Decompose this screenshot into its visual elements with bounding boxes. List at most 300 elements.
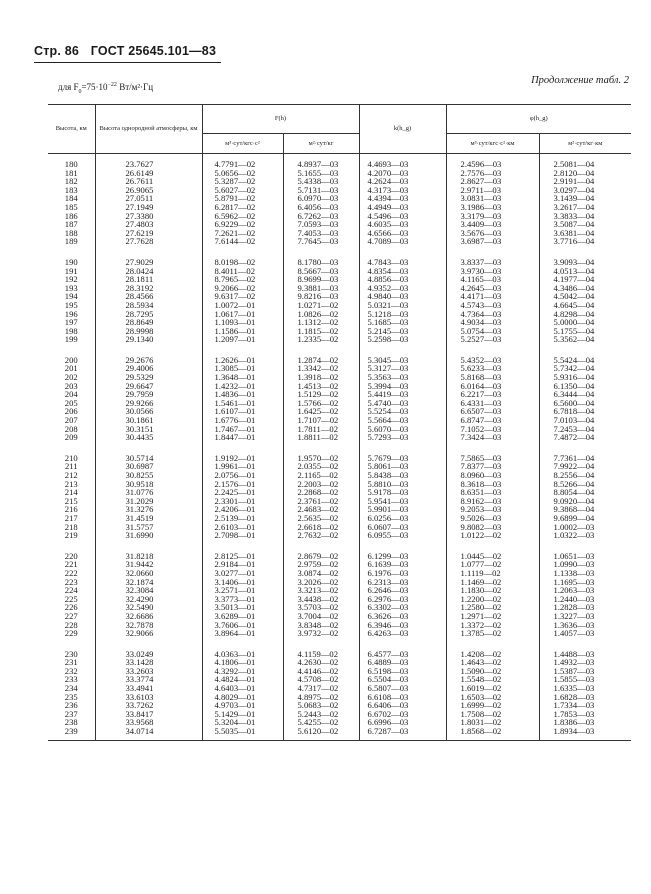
- k-cell: 5.9178—03: [359, 488, 446, 497]
- phi-cell-1: 3.0831—03: [446, 194, 539, 203]
- column-height-cell: 29.7959: [95, 390, 202, 399]
- F-cell-2: 4.4146—02: [283, 667, 359, 676]
- k-cell: 4.2070—03: [359, 169, 446, 178]
- F-cell-1: 6.2817—02: [202, 203, 283, 212]
- phi-cell-2: 3.0297—04: [539, 186, 631, 195]
- spacer-cell: [446, 638, 539, 650]
- altitude-cell: 213: [64, 478, 78, 489]
- column-height-cell: 27.4803: [95, 220, 202, 229]
- k-cell: 6.7287—03: [359, 727, 446, 736]
- header-F: F(h): [202, 105, 359, 134]
- altitude-cell: 189: [64, 236, 78, 247]
- F-cell-1: 1.1093—01: [202, 318, 283, 327]
- F-cell-1: 1.3648—01: [202, 373, 283, 382]
- k-cell: 6.2976—03: [359, 595, 446, 604]
- header-rule: [34, 62, 221, 63]
- phi-cell-1: 1.1830—02: [446, 586, 539, 595]
- column-height-cell: 27.6219: [95, 229, 202, 238]
- phi-cell-2: 5.7342—04: [539, 364, 631, 373]
- phi-cell-2: 5.9316—04: [539, 373, 631, 382]
- condition-exponent: −22: [107, 82, 117, 88]
- F-cell-1: 1.2626—01: [202, 356, 283, 365]
- phi-cell-2: 1.0322—03: [539, 531, 631, 540]
- standard-number: ГОСТ 25645.101—83: [90, 44, 217, 58]
- phi-cell-2: 2.5081—04: [539, 160, 631, 169]
- k-cell: 5.3563—03: [359, 373, 446, 382]
- column-height-cell: 29.9266: [95, 399, 202, 408]
- altitude-cell: 210: [64, 452, 78, 463]
- F-cell-2: 8.5667—03: [283, 267, 359, 276]
- F-cell-1: 1.9961—01: [202, 462, 283, 471]
- altitude-cell: 198: [64, 325, 78, 336]
- F-cell-2: 8.1780—03: [283, 258, 359, 267]
- phi-cell-1: 1.7508—02: [446, 710, 539, 719]
- phi-cell-2: 5.3562—04: [539, 335, 631, 344]
- k-cell: 5.6070—03: [359, 425, 446, 434]
- header-phi: φ(h_g): [446, 105, 631, 134]
- phi-cell-1: 4.7364—03: [446, 310, 539, 319]
- F-cell-1: 5.6027—02: [202, 186, 283, 195]
- column-height-cell: 27.7628: [95, 237, 202, 246]
- F-cell-1: 5.0656—02: [202, 169, 283, 178]
- table-continuation-label: Продолжение табл. 2: [531, 75, 629, 86]
- F-cell-1: 7.2621—02: [202, 229, 283, 238]
- phi-cell-2: 9.3868—04: [539, 505, 631, 514]
- column-height-cell: 32.3084: [95, 586, 202, 595]
- phi-cell-1: 9.2053—03: [446, 505, 539, 514]
- k-cell: 6.0955—03: [359, 531, 446, 540]
- altitude-cell: 181: [64, 167, 78, 178]
- k-cell: 5.7679—03: [359, 454, 446, 463]
- F-cell-1: 4.0363—01: [202, 650, 283, 659]
- k-cell: 4.9352—03: [359, 284, 446, 293]
- F-cell-2: 8.9699—03: [283, 275, 359, 284]
- k-cell: 6.0607—03: [359, 523, 446, 532]
- phi-cell-1: 1.5548—02: [446, 675, 539, 684]
- F-cell-2: 2.1165—02: [283, 471, 359, 480]
- phi-cell-2: 1.6828—03: [539, 693, 631, 702]
- phi-cell-1: 3.9730—03: [446, 267, 539, 276]
- F-cell-1: 2.7098—01: [202, 531, 283, 540]
- phi-cell-2: 3.1439—04: [539, 194, 631, 203]
- phi-cell-1: 6.4331—03: [446, 399, 539, 408]
- F-cell-1: 4.7791—02: [202, 160, 283, 169]
- spacer-cell: [283, 638, 359, 650]
- F-cell-1: 4.9703—01: [202, 701, 283, 710]
- row-spacer: [48, 736, 631, 741]
- k-cell: 5.4419—03: [359, 390, 446, 399]
- column-height-cell: 28.0424: [95, 267, 202, 276]
- phi-cell-1: 9.8082—03: [446, 523, 539, 532]
- column-height-cell: 33.6103: [95, 693, 202, 702]
- phi-cell-1: 1.5090—02: [446, 667, 539, 676]
- altitude-cell: 193: [64, 282, 78, 293]
- spacer-cell: [202, 638, 283, 650]
- table-body: [48, 154, 631, 741]
- k-cell: 5.3127—03: [359, 364, 446, 373]
- column-height-cell: 31.5757: [95, 523, 202, 532]
- phi-cell-1: 7.3424—03: [446, 433, 539, 442]
- table-row: [48, 727, 631, 736]
- column-height-cell: 29.2676: [95, 356, 202, 365]
- phi-cell-2: 1.2063—03: [539, 586, 631, 595]
- table-row: [48, 335, 631, 344]
- spacer-cell: [359, 736, 446, 741]
- phi-cell-2: 4.3486—04: [539, 284, 631, 293]
- phi-cell-1: 3.6987—03: [446, 237, 539, 246]
- phi-cell-2: 5.1755—04: [539, 327, 631, 336]
- phi-cell-2: 1.7334—03: [539, 701, 631, 710]
- spacer-cell: [202, 540, 283, 552]
- phi-cell-2: 1.0651—03: [539, 552, 631, 561]
- altitude-cell: 232: [64, 665, 78, 676]
- phi-cell-1: 1.2580—02: [446, 603, 539, 612]
- k-cell: 6.5807—03: [359, 684, 446, 693]
- phi-cell-1: 9.5026—03: [446, 514, 539, 523]
- altitude-cell: 236: [64, 700, 78, 711]
- k-cell: 6.2646—03: [359, 586, 446, 595]
- F-cell-1: 6.5962—02: [202, 212, 283, 221]
- spacer-cell: [539, 442, 631, 454]
- column-height-cell: 28.3192: [95, 284, 202, 293]
- column-height-cell: 28.1811: [95, 275, 202, 284]
- F-cell-1: 5.3287—02: [202, 177, 283, 186]
- phi-cell-1: 1.8031—02: [446, 718, 539, 727]
- column-height-cell: 33.9568: [95, 718, 202, 727]
- column-height-cell: 31.6990: [95, 531, 202, 540]
- altitude-cell: 221: [64, 559, 78, 570]
- header-F-unit-1: м³·сут/кгс·с²: [202, 134, 283, 154]
- phi-cell-2: 1.1338—03: [539, 569, 631, 578]
- F-cell-2: 2.6618—02: [283, 523, 359, 532]
- column-height-cell: 28.7295: [95, 310, 202, 319]
- F-cell-1: 1.0617—01: [202, 310, 283, 319]
- k-cell: 4.8354—03: [359, 267, 446, 276]
- column-height-cell: 30.6987: [95, 462, 202, 471]
- F-cell-1: 5.5035—01: [202, 727, 283, 736]
- k-cell: 5.1218—03: [359, 310, 446, 319]
- row-spacer: [48, 540, 631, 552]
- F-cell-1: 1.5461—01: [202, 399, 283, 408]
- column-height-cell: 33.1428: [95, 658, 202, 667]
- k-cell: 6.5504—03: [359, 675, 446, 684]
- F-cell-2: 2.7632—02: [283, 531, 359, 540]
- spacer-cell: [359, 442, 446, 454]
- header-F-unit-2: м²·сут/кг: [283, 134, 359, 154]
- F-cell-2: 1.6425—02: [283, 407, 359, 416]
- F-cell-2: 1.2335—02: [283, 335, 359, 344]
- column-height-cell: 33.2603: [95, 667, 202, 676]
- phi-cell-2: 1.2440—03: [539, 595, 631, 604]
- k-cell: 5.2598—03: [359, 335, 446, 344]
- k-cell: 6.0256—03: [359, 514, 446, 523]
- phi-cell-2: 1.6335—03: [539, 684, 631, 693]
- altitude-cell: 195: [64, 299, 78, 310]
- column-height-cell: 32.6686: [95, 612, 202, 621]
- F-cell-2: 3.2026—02: [283, 578, 359, 587]
- phi-cell-2: 2.9191—04: [539, 177, 631, 186]
- column-height-cell: 29.4006: [95, 364, 202, 373]
- condition-prefix: для F: [58, 82, 79, 92]
- altitude-cell: 209: [64, 432, 78, 443]
- k-cell: 5.8061—03: [359, 462, 446, 471]
- F-cell-1: 3.2571—01: [202, 586, 283, 595]
- altitude-cell: 239: [64, 726, 78, 737]
- spacer-cell: [202, 442, 283, 454]
- F-cell-1: 2.9184—01: [202, 560, 283, 569]
- phi-cell-2: 4.6645—04: [539, 301, 631, 310]
- k-cell: 6.3626—03: [359, 612, 446, 621]
- F-cell-1: 1.8447—01: [202, 433, 283, 442]
- header-column-height: Высота однородной атмосферы, км: [95, 105, 202, 154]
- header-phi-unit-2: м²·сут/кг·км: [539, 134, 631, 154]
- column-height-cell: 31.8218: [95, 552, 202, 561]
- phi-cell-1: 3.4409—03: [446, 220, 539, 229]
- k-cell: 5.8810—03: [359, 480, 446, 489]
- F-cell-1: 8.0198—02: [202, 258, 283, 267]
- F-cell-1: 7.6144—02: [202, 237, 283, 246]
- k-cell: 4.3173—03: [359, 186, 446, 195]
- altitude-cell: 217: [64, 512, 78, 523]
- altitude-cell: 228: [64, 619, 78, 630]
- column-height-cell: 28.4566: [95, 292, 202, 301]
- F-cell-1: 3.1406—01: [202, 578, 283, 587]
- column-height-cell: 31.9442: [95, 560, 202, 569]
- phi-cell-1: 2.8627—03: [446, 177, 539, 186]
- phi-cell-2: 7.0103—04: [539, 416, 631, 425]
- altitude-cell: 235: [64, 691, 78, 702]
- k-cell: 4.4949—03: [359, 203, 446, 212]
- F-cell-1: 2.1576—01: [202, 480, 283, 489]
- k-cell: 4.7089—03: [359, 237, 446, 246]
- phi-cell-1: 6.2217—03: [446, 390, 539, 399]
- phi-cell-1: 1.6999—02: [446, 701, 539, 710]
- table-row: [48, 531, 631, 540]
- k-cell: 5.7293—03: [359, 433, 446, 442]
- F-cell-2: 2.9759—02: [283, 560, 359, 569]
- column-height-cell: 33.8417: [95, 710, 202, 719]
- phi-cell-2: 3.5087—04: [539, 220, 631, 229]
- F-cell-1: 5.8791—02: [202, 194, 283, 203]
- F-cell-1: 4.8029—01: [202, 693, 283, 702]
- F-cell-2: 2.2003—02: [283, 480, 359, 489]
- column-height-cell: 26.9065: [95, 186, 202, 195]
- phi-cell-2: 5.0000—04: [539, 318, 631, 327]
- altitude-cell: 206: [64, 406, 78, 417]
- phi-cell-1: 3.1986—03: [446, 203, 539, 212]
- phi-cell-2: 1.2828—03: [539, 603, 631, 612]
- phi-cell-1: 1.4208—02: [446, 650, 539, 659]
- phi-cell-2: 5.5424—04: [539, 356, 631, 365]
- altitude-cell: 197: [64, 317, 78, 328]
- phi-cell-1: 5.2527—03: [446, 335, 539, 344]
- column-height-cell: 30.0566: [95, 407, 202, 416]
- k-cell: 6.5198—03: [359, 667, 446, 676]
- F-cell-2: 4.8937—03: [283, 160, 359, 169]
- phi-cell-2: 7.2453—04: [539, 425, 631, 434]
- spacer-cell: [359, 638, 446, 650]
- altitude-cell: 180: [64, 159, 78, 169]
- F-cell-2: 1.8811—02: [283, 433, 359, 442]
- column-height-cell: 33.4941: [95, 684, 202, 693]
- F-cell-1: 1.4836—01: [202, 390, 283, 399]
- phi-cell-1: 8.0960—03: [446, 471, 539, 480]
- column-height-cell: 32.1874: [95, 578, 202, 587]
- phi-cell-2: 1.5387—03: [539, 667, 631, 676]
- F-cell-2: 1.3342—02: [283, 364, 359, 373]
- F-cell-1: 1.0072—01: [202, 301, 283, 310]
- table-condition: [58, 82, 153, 95]
- F-cell-2: 3.0874—02: [283, 569, 359, 578]
- altitude-cell: 222: [64, 567, 78, 578]
- spacer-cell: [202, 736, 283, 741]
- phi-cell-1: 1.4643—02: [446, 658, 539, 667]
- k-cell: 6.1639—03: [359, 560, 446, 569]
- F-cell-2: 5.1655—03: [283, 169, 359, 178]
- column-height-cell: 31.3276: [95, 505, 202, 514]
- phi-cell-2: 1.3636—03: [539, 621, 631, 630]
- F-cell-2: 3.7004—02: [283, 612, 359, 621]
- k-cell: 5.9901—03: [359, 505, 446, 514]
- k-cell: 4.6566—03: [359, 229, 446, 238]
- F-cell-2: 6.4056—03: [283, 203, 359, 212]
- k-cell: 5.9541—03: [359, 497, 446, 506]
- F-cell-2: 1.5766—02: [283, 399, 359, 408]
- phi-cell-2: 1.1695—03: [539, 578, 631, 587]
- F-cell-1: 1.9192—01: [202, 454, 283, 463]
- altitude-cell: 238: [64, 717, 78, 728]
- phi-cell-2: 8.8054—04: [539, 488, 631, 497]
- altitude-cell: 215: [64, 495, 78, 506]
- F-cell-2: 1.1815—02: [283, 327, 359, 336]
- F-cell-1: 1.4232—01: [202, 382, 283, 391]
- altitude-cell: 200: [64, 354, 78, 365]
- F-cell-2: 2.4683—02: [283, 505, 359, 514]
- column-height-cell: 26.7611: [95, 177, 202, 186]
- phi-cell-1: 8.9162—03: [446, 497, 539, 506]
- F-cell-1: 3.6289—01: [202, 612, 283, 621]
- k-cell: 4.7843—03: [359, 258, 446, 267]
- phi-cell-1: 5.0754—03: [446, 327, 539, 336]
- phi-cell-2: 7.9922—04: [539, 462, 631, 471]
- altitude-cell: 212: [64, 470, 78, 480]
- spacer-cell: [283, 442, 359, 454]
- condition-value: =75·10: [81, 82, 108, 92]
- phi-cell-1: 6.0164—03: [446, 382, 539, 391]
- F-cell-1: 5.1429—01: [202, 710, 283, 719]
- column-height-cell: 30.8255: [95, 471, 202, 480]
- F-cell-2: 1.1312—02: [283, 318, 359, 327]
- F-cell-1: 1.6776—01: [202, 416, 283, 425]
- phi-cell-2: 1.5855—03: [539, 675, 631, 684]
- F-cell-2: 5.7131—03: [283, 186, 359, 195]
- F-cell-2: 3.8348—02: [283, 621, 359, 630]
- k-cell: 6.6996—03: [359, 718, 446, 727]
- column-height-cell: 32.9066: [95, 629, 202, 638]
- phi-cell-1: 2.9711—03: [446, 186, 539, 195]
- F-cell-2: 1.7107—02: [283, 416, 359, 425]
- altitude-cell: 207: [64, 415, 78, 426]
- phi-cell-1: 4.9034—03: [446, 318, 539, 327]
- phi-cell-2: 1.7853—03: [539, 710, 631, 719]
- altitude-cell: 201: [64, 363, 78, 374]
- phi-cell-1: 4.4171—03: [446, 292, 539, 301]
- phi-cell-2: 1.8934—03: [539, 727, 631, 736]
- phi-cell-2: 4.1977—04: [539, 275, 631, 284]
- phi-cell-1: 1.0122—02: [446, 531, 539, 540]
- altitude-cell: 216: [64, 504, 78, 515]
- altitude-cell: 194: [64, 291, 78, 302]
- phi-cell-2: 3.6381—04: [539, 229, 631, 238]
- column-height-cell: 29.5329: [95, 373, 202, 382]
- k-cell: 6.4577—03: [359, 650, 446, 659]
- column-height-cell: 28.5934: [95, 301, 202, 310]
- running-head: [34, 44, 216, 58]
- phi-cell-2: 3.3833—04: [539, 212, 631, 221]
- phi-cell-2: 7.7361—04: [539, 454, 631, 463]
- column-height-cell: 33.3774: [95, 675, 202, 684]
- column-height-cell: 27.9029: [95, 258, 202, 267]
- column-height-cell: 29.6647: [95, 382, 202, 391]
- F-cell-1: 1.3085—01: [202, 364, 283, 373]
- column-height-cell: 28.9998: [95, 327, 202, 336]
- F-cell-2: 6.7262—03: [283, 212, 359, 221]
- F-cell-1: 2.5139—01: [202, 514, 283, 523]
- phi-cell-1: 1.1119—02: [446, 569, 539, 578]
- F-cell-1: 3.5013—01: [202, 603, 283, 612]
- F-cell-2: 3.5703—02: [283, 603, 359, 612]
- F-cell-2: 5.4338—03: [283, 177, 359, 186]
- phi-cell-2: 1.4057—03: [539, 629, 631, 638]
- altitude-cell: 190: [64, 256, 78, 267]
- F-cell-2: 6.0970—03: [283, 194, 359, 203]
- altitude-cell: 196: [64, 308, 78, 319]
- phi-cell-2: 6.1350—04: [539, 382, 631, 391]
- F-cell-1: 1.6107—01: [202, 407, 283, 416]
- phi-cell-2: 9.6899—04: [539, 514, 631, 523]
- altitude-cell: 231: [64, 657, 78, 668]
- phi-cell-1: 5.4352—03: [446, 356, 539, 365]
- phi-cell-2: 1.4488—03: [539, 650, 631, 659]
- F-cell-1: 3.7606—01: [202, 621, 283, 630]
- phi-cell-1: 8.3618—03: [446, 480, 539, 489]
- spacer-cell: [283, 540, 359, 552]
- F-cell-1: 3.3773—01: [202, 595, 283, 604]
- F-cell-2: 2.8679—02: [283, 552, 359, 561]
- phi-cell-1: 1.3372—02: [446, 621, 539, 630]
- k-cell: 4.9840—03: [359, 292, 446, 301]
- altitude-cell: 229: [64, 628, 78, 639]
- phi-cell-2: 1.8386—03: [539, 718, 631, 727]
- spacer-cell: [359, 540, 446, 552]
- altitude-cell: 191: [64, 265, 78, 276]
- F-cell-1: 2.3301—01: [202, 497, 283, 506]
- phi-cell-1: 7.8377—03: [446, 462, 539, 471]
- column-height-cell: 30.4435: [95, 433, 202, 442]
- spacer-cell: [446, 442, 539, 454]
- spacer-cell: [95, 442, 202, 454]
- F-cell-1: 4.3292—01: [202, 667, 283, 676]
- phi-cell-2: 6.3444—04: [539, 390, 631, 399]
- k-cell: 6.2313—03: [359, 578, 446, 587]
- altitude-cell: 225: [64, 593, 78, 604]
- table-row: [48, 629, 631, 638]
- header-k: k(h_g): [359, 105, 446, 154]
- column-height-cell: 27.3380: [95, 212, 202, 221]
- k-cell: 4.5496—03: [359, 212, 446, 221]
- F-cell-2: 9.8216—03: [283, 292, 359, 301]
- phi-cell-2: 1.4932—03: [539, 658, 631, 667]
